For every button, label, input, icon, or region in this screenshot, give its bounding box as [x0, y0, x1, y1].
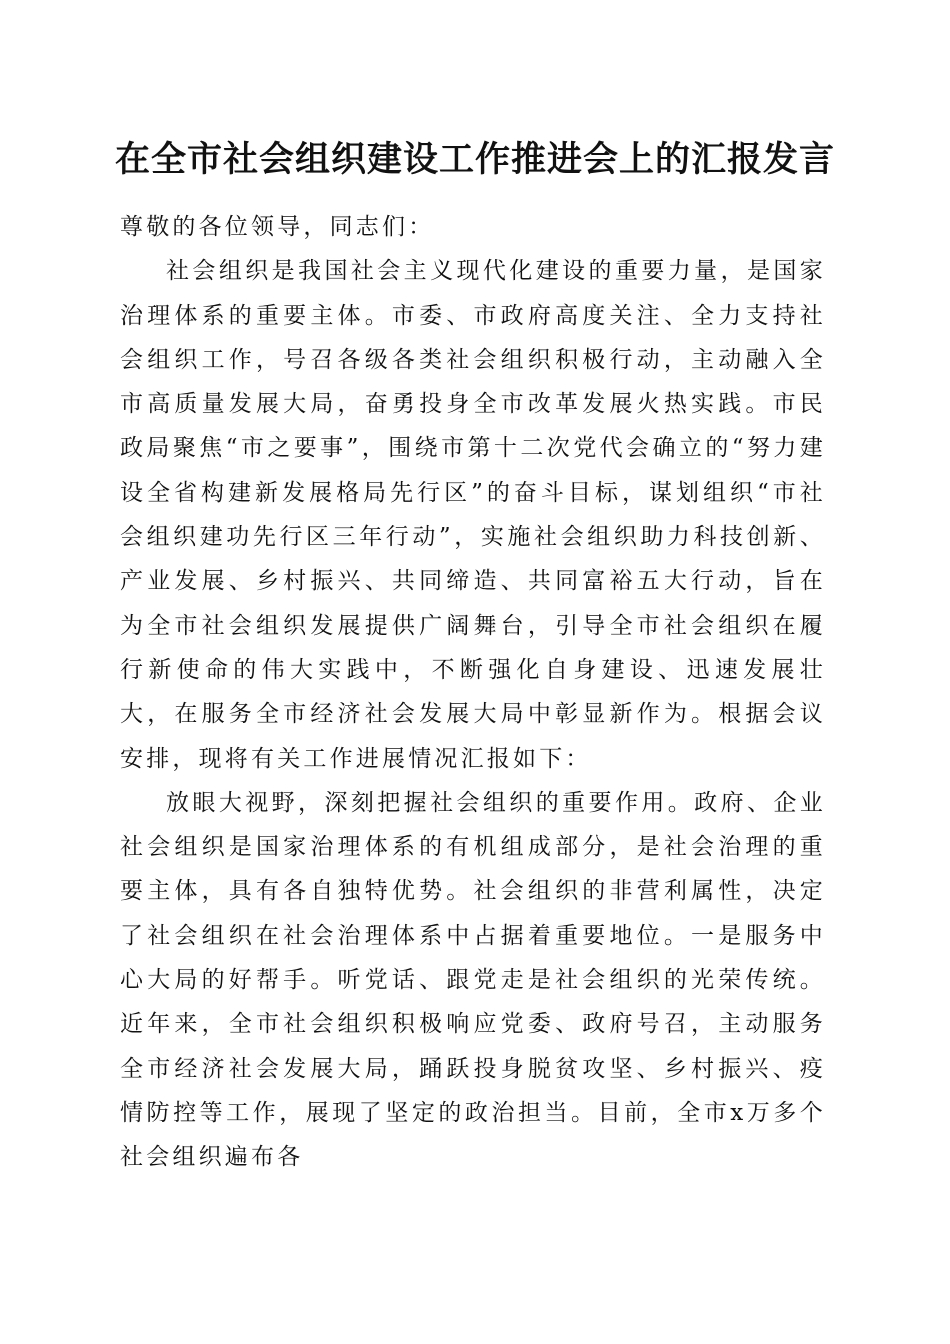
document-body [120, 205, 826, 1180]
document-title: 在全市社会组织建设工作推进会上的汇报发言 [114, 139, 835, 180]
paragraph-intro: 社会组织是我国社会主义现代化建设的重要力量，是国家治理体系的重要主体。市委、市政府高度关注、全力支持社会组织工作，号召各级各类社会组织积极行动，主动融入全市高质量发展大局，奋勇投身全市改革发展火热实践。市民政局聚焦“市之要事”，围绕市第十二次党代会确立的“努力建设全省构建新发展格局先行区”的奋斗目标，谋划组织“市社会组织建功先行区三年行动”，实施社会组织助力科技创新、产业发展、乡村振兴、共同缔造、共同富裕五大行动，旨在为全市社会组织发展提供广阔舞台，引导全市社会组织在履行新使命的伟大实践中，不断强化自身建设、迅速发展壮大，在服务全市经济社会发展大局中彰显新作为。根据会议安排，现将有关工作进展情况汇报如下： [120, 258, 826, 772]
paragraph-role: 放眼大视野，深刻把握社会组织的重要作用。政府、企业社会组织是国家治理体系的有机组成部分，是社会治理的重要主体，具有各自独特优势。社会组织的非营利属性，决定了社会组织在社会治理体系中占据着重要地位。一是服务中心大局的好帮手。听党话、跟党走是社会组织的光荣传统。近年来，全市社会组织积极响应党委、政府号召，主动服务全市经济社会发展大局，踊跃投身脱贫攻坚、乡村振兴、疫情防控等工作，展现了坚定的政治担当。目前，全市x万多个社会组织遍布各 [120, 789, 826, 1171]
salutation: 尊敬的各位领导，同志们： [120, 214, 435, 240]
